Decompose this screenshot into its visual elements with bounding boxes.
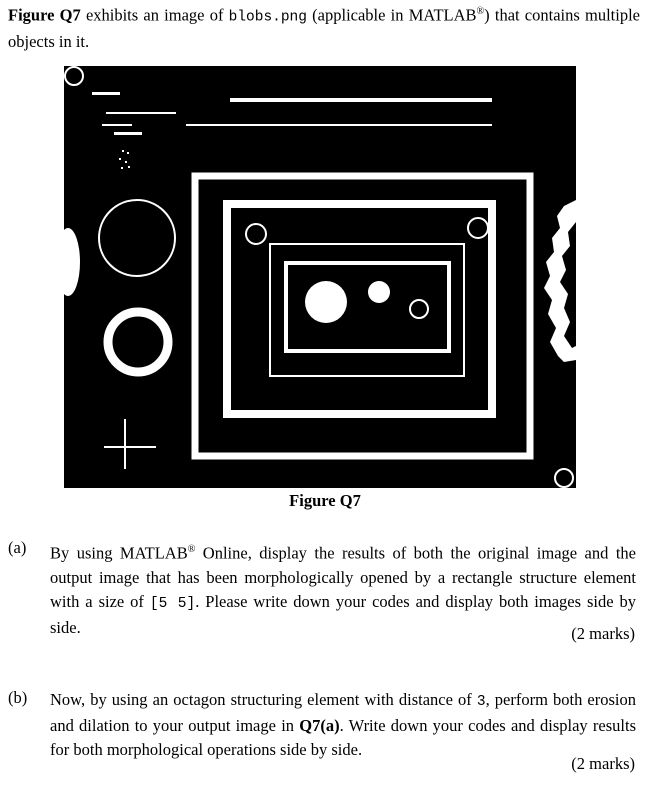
- structure-size-code: [5 5]: [149, 595, 196, 612]
- question-b-text-3: . Write down your codes and display results for both morphological operations side by side.: [50, 716, 636, 759]
- intro-paragraph: [8, 0, 640, 54]
- question-b-text-2: , perform both erosion and dilation to your output image in: [50, 690, 636, 735]
- intro-text-2: (applicable in MATLAB: [306, 5, 477, 25]
- filename-code: blobs.png: [228, 9, 307, 26]
- intro-text-3: ) that contains multiple objects in it.: [8, 5, 640, 51]
- figure-caption: Figure Q7: [289, 491, 361, 510]
- blobs-figure: [64, 66, 576, 488]
- question-b-marks: (2 marks): [571, 754, 635, 773]
- question-a-label: (a): [8, 538, 27, 557]
- registered-mark-a: ®: [187, 544, 196, 555]
- question-a-text-3: . Please write down your codes and display both images side by side.: [50, 591, 636, 637]
- question-reference: Q7(a): [299, 716, 340, 735]
- binary-blobs-image: [64, 66, 576, 488]
- figure-reference: Figure Q7: [8, 5, 81, 25]
- octagon-distance-code: 3: [476, 694, 486, 710]
- registered-mark: ®: [476, 6, 485, 17]
- intro-text-1: exhibits an image of: [80, 5, 229, 25]
- question-b-text-1: Now, by using an octagon structuring element with distance of: [50, 690, 477, 709]
- question-b-label: (b): [8, 688, 28, 707]
- question-a-text: [50, 538, 636, 640]
- question-a-text-2: Online, display the results of both the original image and the output image that has been morphologically opened by a rectangle structure element with a size of: [50, 543, 636, 611]
- question-a-marks: (2 marks): [571, 624, 635, 643]
- question-a-text-1: By using MATLAB: [50, 543, 188, 563]
- question-b-text: [50, 688, 636, 762]
